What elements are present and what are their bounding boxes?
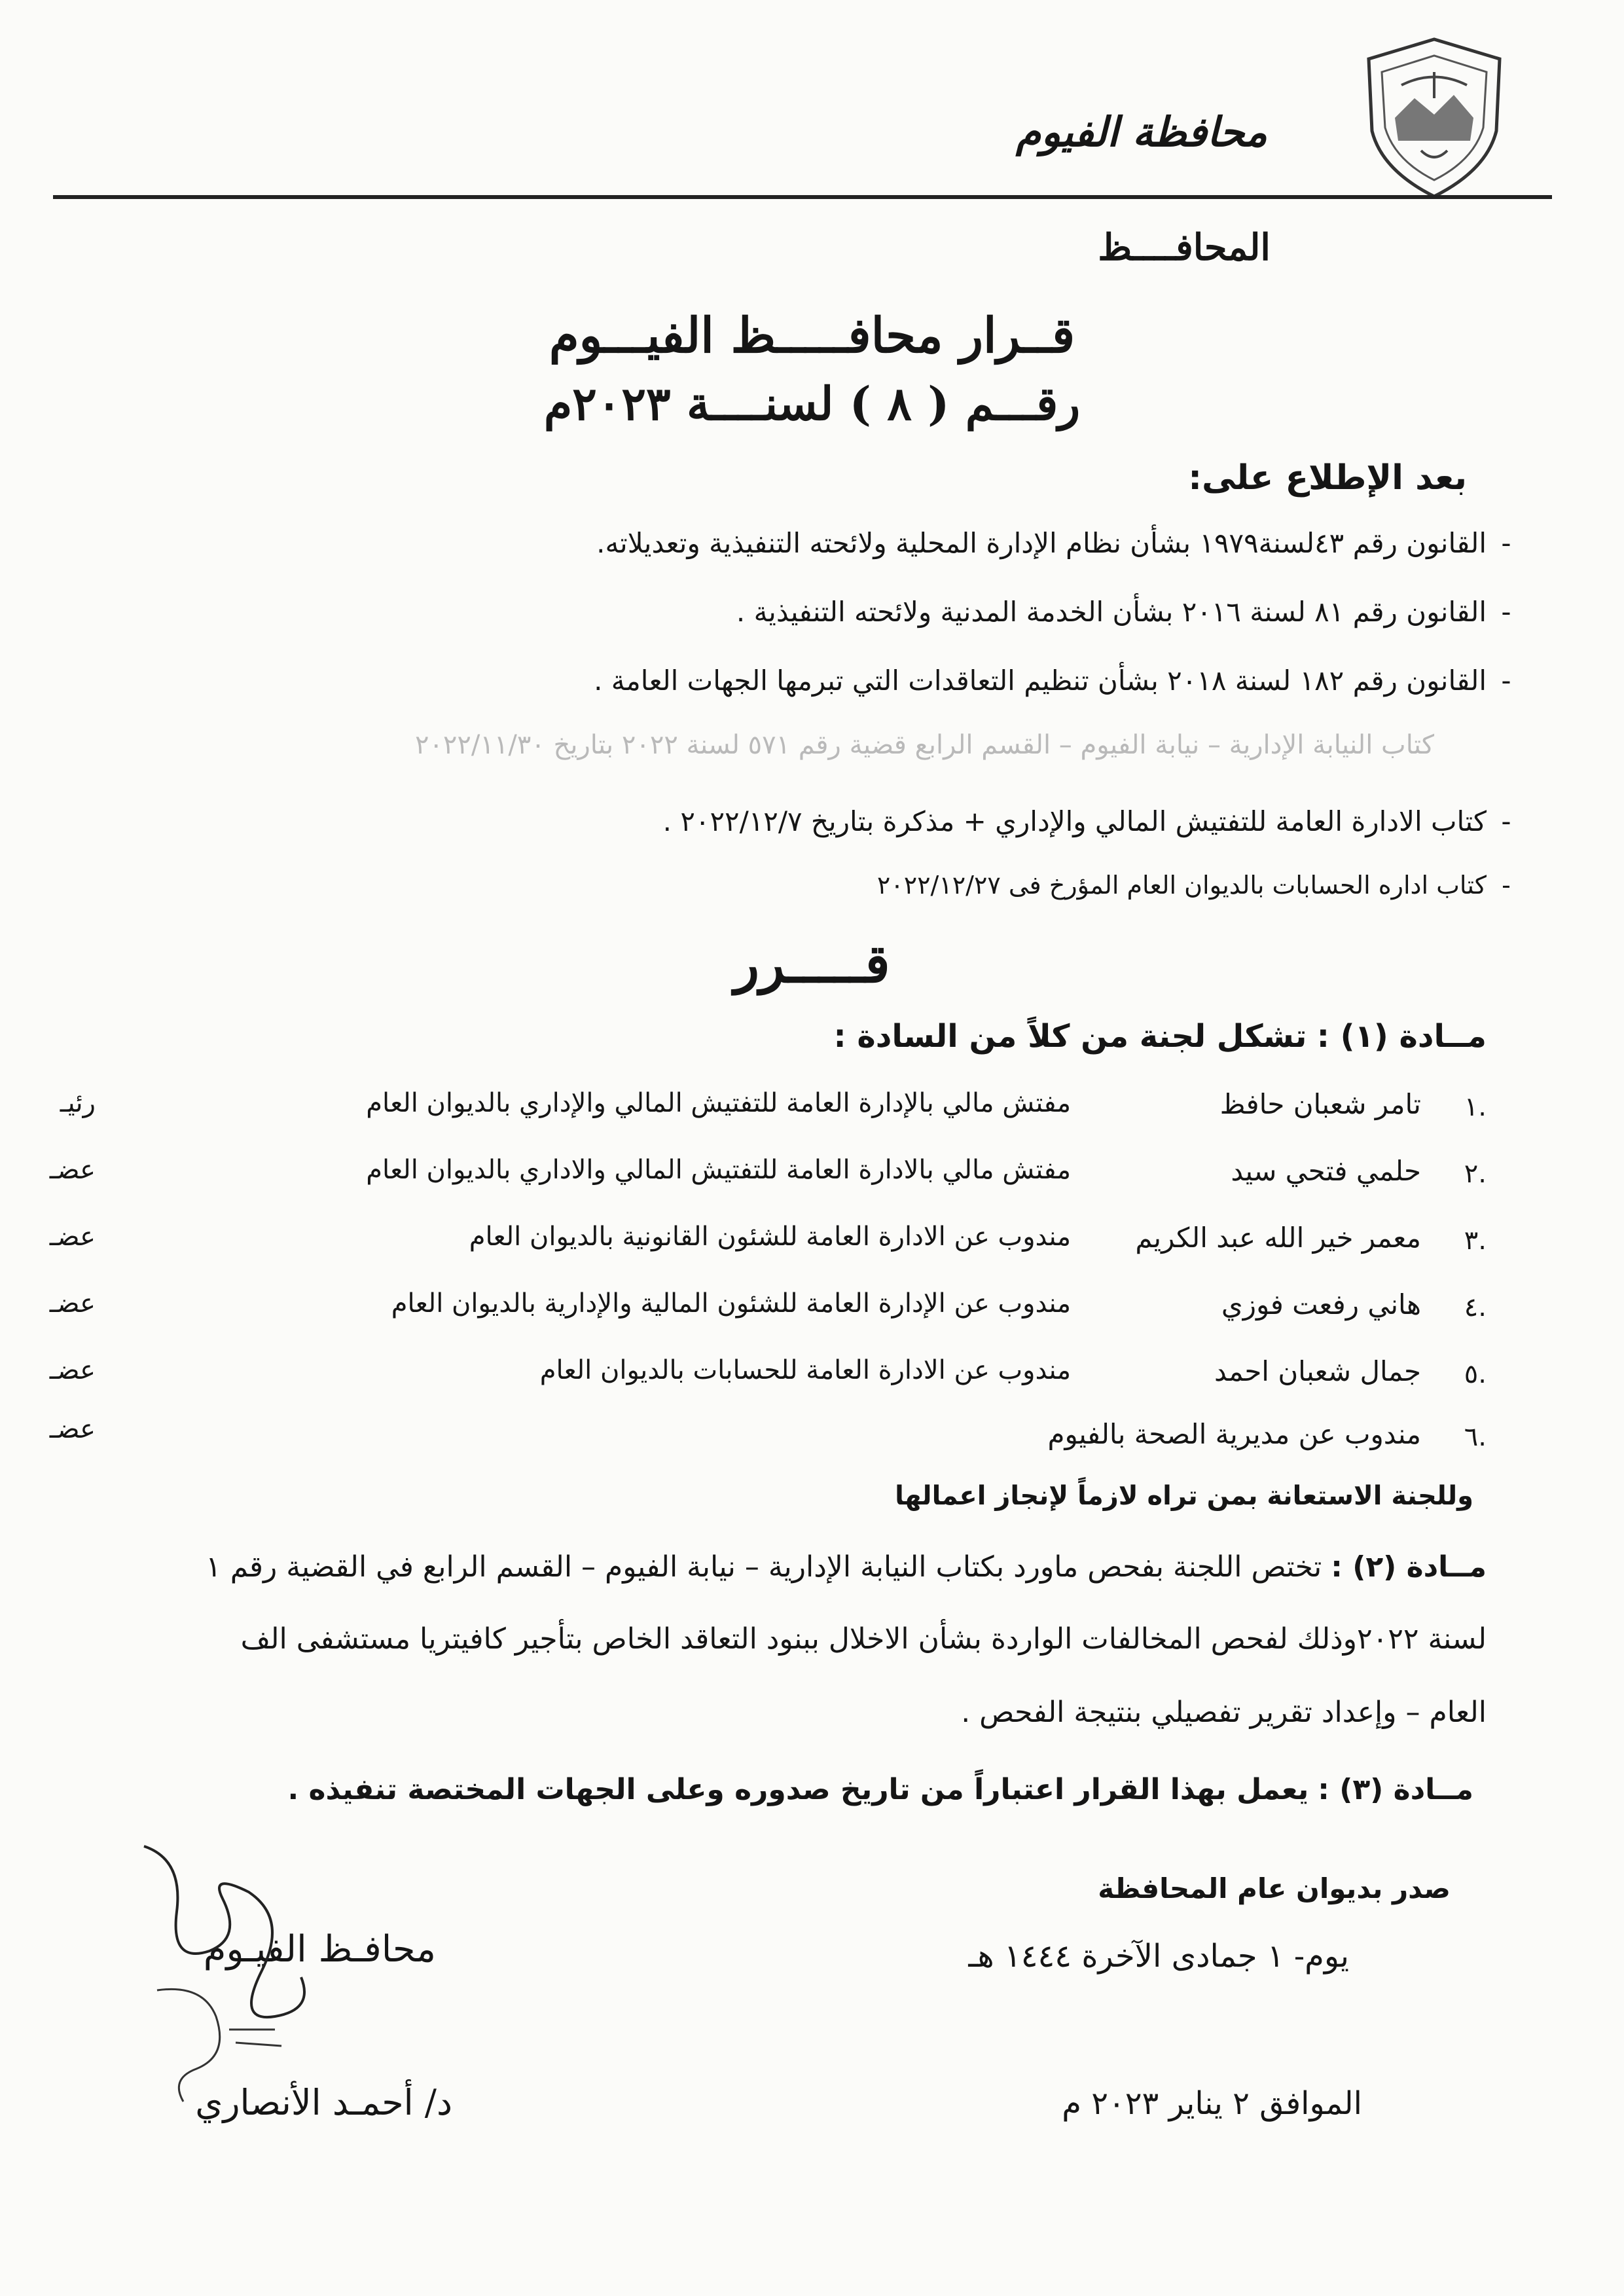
article-3 (287, 1773, 1473, 1806)
article-label: مــادة (٣) : (1318, 1773, 1473, 1806)
member-role: مندوب عن الإدارة العامة للشئون المالية والإدارية بالديوان العام (391, 1288, 1071, 1319)
member-number: .٦ (1464, 1422, 1487, 1452)
member-position: عضـ (49, 1155, 96, 1185)
member-name: تامر شعبان حافظ (1219, 1088, 1421, 1120)
signatory-title: محافـظ الفيـوم (203, 1928, 436, 1971)
reference-text: القانون رقم ١٨٢ لسنة ٢٠١٨ بشأن تنظيم التعاقدات التي تبرمها الجهات العامة . (594, 665, 1487, 697)
committee-assistance-note: وللجنة الاستعانة بمن تراه لازماً لإنجاز اعمالها (895, 1481, 1473, 1511)
reference-item: -القانون رقم ٤٣لسنة١٩٧٩ بشأن نظام الإدارة المحلية ولائحته التنفيذية وتعديلاته. (596, 527, 1511, 559)
reference-item-faded (415, 730, 1434, 760)
member-position: عضـ (49, 1414, 96, 1444)
member-number: .٢ (1464, 1159, 1487, 1189)
decree-number: رقـــم ( ٨ ) لسنــــة ٢٠٢٣م (543, 376, 1081, 431)
article-text: تختص اللجنة بفحص ماورد بكتاب النيابة الإدارية – نيابة الفيوم – القسم الرابع في القضية رقم ١ (206, 1550, 1322, 1584)
member-role: مفتش مالي بالإدارة العامة للتفتيش المالي والإداري بالديوان العام (366, 1088, 1071, 1118)
reference-item: -كتاب اداره الحسابات بالديوان العام المؤرخ فى ٢٠٢٢/١٢/٢٧ (876, 871, 1511, 900)
reference-item: -القانون رقم ١٨٢ لسنة ٢٠١٨ بشأن تنظيم التعاقدات التي تبرمها الجهات العامة . (594, 665, 1511, 697)
gregorian-date: الموافق ٢ يناير ٢٠٢٣ م (1062, 2085, 1362, 2122)
article-text: يعمل بهذا القرار اعتباراً من تاريخ صدوره وعلى الجهات المختصة تنفيذه . (287, 1773, 1309, 1806)
article-2 (206, 1550, 1487, 1584)
member-name: حلمي فتحي سيد (1231, 1155, 1421, 1187)
member-role: مندوب عن الادارة العامة للشئون القانونية بالديوان العام (469, 1222, 1071, 1252)
article-1 (834, 1018, 1487, 1055)
member-name: جمال شعبان احمد (1214, 1355, 1421, 1387)
article-label: مــادة (٢) : (1331, 1550, 1487, 1584)
member-position: عضـ (49, 1288, 96, 1319)
member-name: معمر خير الله عبد الكريم (1135, 1222, 1421, 1254)
article-2-line: لسنة ٢٠٢٢وذلك لفحص المخالفات الواردة بشأن الاخلال ببنود التعاقد الخاص بتأجير كافيتريا مستشفى الف (240, 1622, 1487, 1656)
governorate-name: محافظة الفيوم (1015, 108, 1267, 156)
reference-text: القانون رقم ٨١ لسنة ٢٠١٦ بشأن الخدمة المدنية ولائحته التنفيذية . (736, 596, 1487, 628)
reference-text: كتاب اداره الحسابات بالديوان العام المؤرخ فى ٢٠٢٢/١٢/٢٧ (876, 871, 1487, 900)
reference-text: القانون رقم ٤٣لسنة١٩٧٩ بشأن نظام الإدارة المحلية ولائحته التنفيذية وتعديلاته. (596, 527, 1487, 559)
issued-place: صدر بديوان عام المحافظة (1098, 1872, 1451, 1904)
article-label: مــادة (١) : (1316, 1018, 1487, 1055)
reference-text: كتاب النيابة الإدارية – نيابة الفيوم – القسم الرابع قضية رقم ٥٧١ لسنة ٢٠٢٢ بتاريخ ٢٠٢٢/١١/٣٠ (414, 730, 1434, 760)
reference-text: كتاب الادارة العامة للتفتيش المالي والإداري + مذكرة بتاريخ ٢٠٢٢/١٢/٧ . (662, 805, 1487, 837)
member-name: مندوب عن مديرية الصحة بالفيوم (1047, 1418, 1421, 1450)
reference-item: -كتاب الادارة العامة للتفتيش المالي والإداري + مذكرة بتاريخ ٢٠٢٢/١٢/٧ . (662, 805, 1511, 837)
member-name: هاني رفعت فوزي (1221, 1288, 1421, 1321)
governorate-logo (1356, 33, 1513, 203)
article-text: تشكل لجنة من كلاً من السادة : (833, 1018, 1307, 1055)
member-number: .٤ (1464, 1292, 1487, 1322)
hijri-date: يوم- ١ جمادى الآخرة ١٤٤٤ هـ (968, 1938, 1349, 1975)
member-position: رئيـ (60, 1088, 96, 1118)
member-number: .١ (1464, 1092, 1487, 1122)
preamble-heading: بعد الإطلاع على: (1188, 458, 1467, 498)
member-role: مندوب عن الادارة العامة للحسابات بالديوان العام (539, 1355, 1071, 1385)
decree-title: قــرار محافـــــظ الفيـــوم (549, 308, 1075, 364)
reference-item: -القانون رقم ٨١ لسنة ٢٠١٦ بشأن الخدمة المدنية ولائحته التنفيذية . (736, 596, 1511, 628)
office-label: المحافــــظ (1098, 226, 1271, 269)
decision-heading: قـــــرر (734, 933, 890, 994)
member-number: .٥ (1464, 1359, 1487, 1389)
member-position: عضـ (49, 1222, 96, 1252)
member-position: عضـ (49, 1355, 96, 1385)
member-number: .٣ (1464, 1226, 1487, 1256)
signatory-name: د/ أحمـد الأنصاري (195, 2082, 452, 2123)
header-rule (53, 195, 1552, 199)
member-role: مفتش مالي بالادارة العامة للتفتيش المالي والاداري بالديوان العام (366, 1155, 1071, 1185)
article-2-line: العام – وإعداد تقرير تفصيلي بنتيجة الفحص . (961, 1696, 1487, 1729)
